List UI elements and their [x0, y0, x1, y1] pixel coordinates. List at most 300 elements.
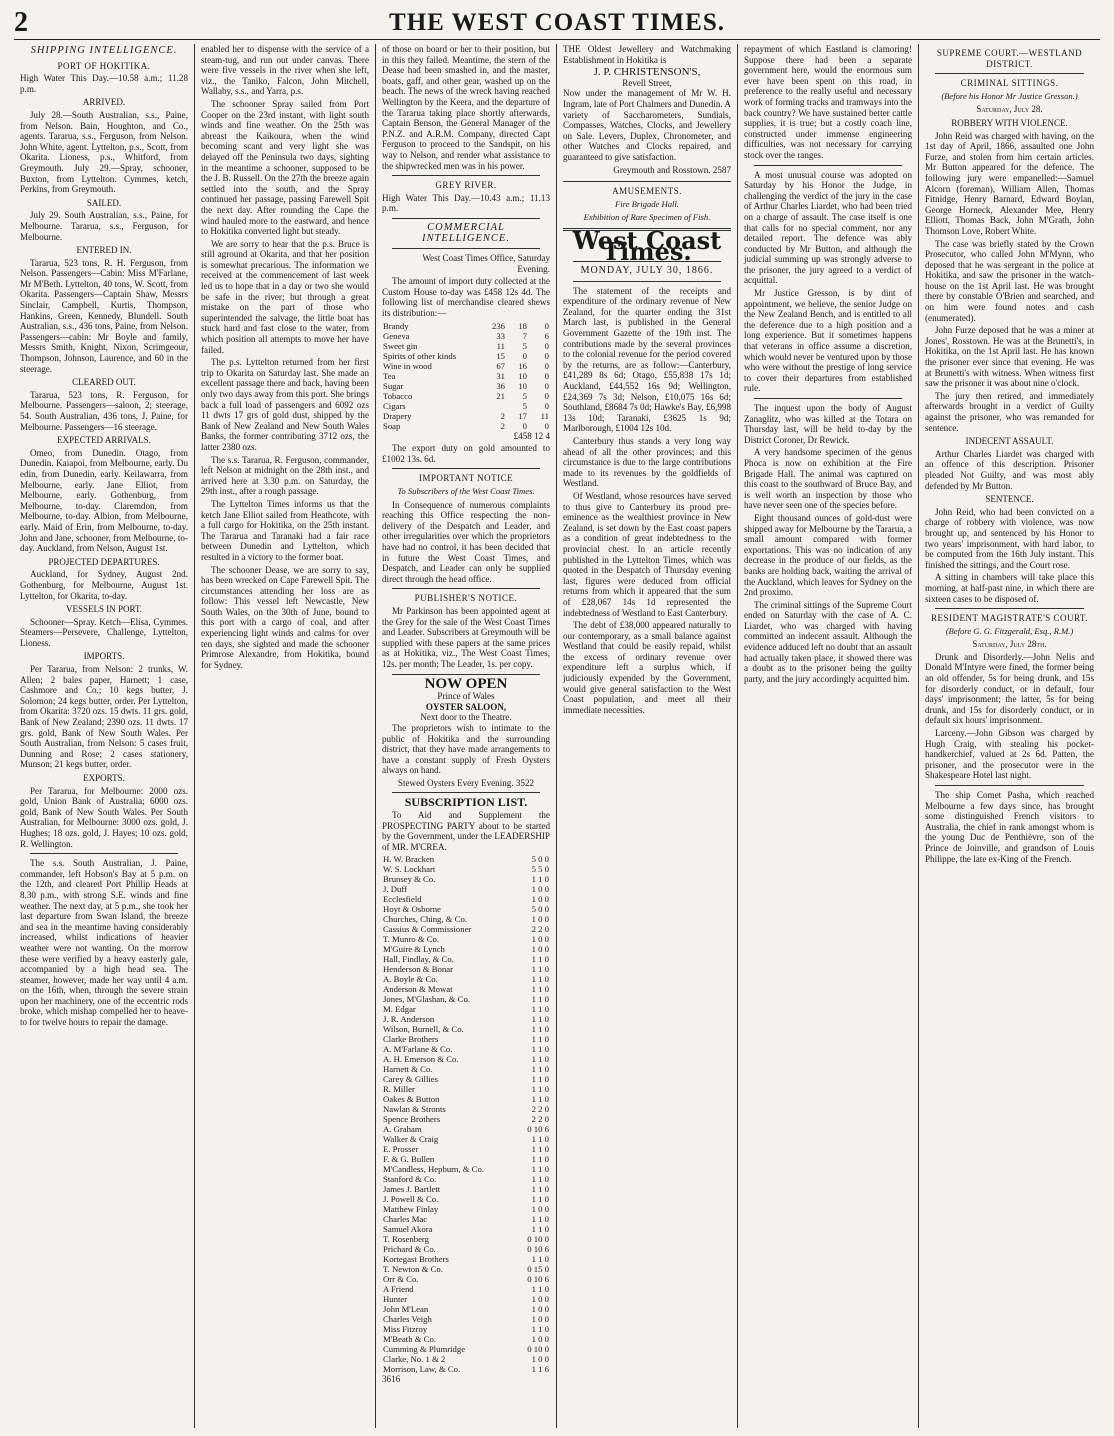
leader-para: repayment of which Eastland is clamoring! Suppose there had been a separate government here, would the enormous sum ever have been spent on this road, in preference to the really useful and necessary work of forming tracks and tramways into the back country? We have sustained better cattle supplies, it is true; but a costly coach line, constructed under immense engineering difficulties, was not necessary for carrying stock over the ranges. — [744, 44, 912, 160]
duty-cell: 11 — [496, 340, 505, 351]
subscription-table — [382, 854, 550, 1374]
expected-text: Omeo, from Dunedin. Otago, from Dunedin. Kaiapoi, from Melbourne, early. Du edin, from Dunedin, early. Keilawarra, from Melbourne, early. Jane Elliot, from Melbourne, early. Gothenburg, from Melbourne, to-day. Claremdon, from Melbourne, to-day. Albion, from Melbourne, early. Maid of Erin, from Melbourne, to-day. John and Jane, schooner, from Melbourne, to-day. Auckland, from Nelson, August 1st. — [20, 447, 188, 554]
duty-cell: Brandy — [383, 320, 409, 331]
divider — [392, 674, 540, 675]
duty-cell: 0 — [522, 420, 527, 431]
subscriber-amount: 1 1 0 — [531, 1034, 549, 1045]
news-para: A very handsome specimen of the genus Phoca is now on exhibition at the Fire Brigade Hall. The animal was captured on this coast to the southward of Bruce Bay, and is well worth an inspection by those who have never seen one of the species before. — [744, 447, 912, 511]
subscriber-amount: 2 2 0 — [531, 1114, 549, 1125]
duty-cell: Tea — [383, 370, 396, 381]
subscriber-amount: 1 0 0 — [531, 1204, 549, 1215]
subscriber-amount: 1 0 0 — [531, 884, 549, 895]
subscriber-name: H. W. Bracken — [383, 854, 435, 865]
subscriber-name: Matthew Finlay — [383, 1204, 439, 1215]
subscriber-name: Brunsey & Co. — [383, 874, 436, 885]
subscriber-name: M'Candless, Hepburn, & Co. — [383, 1164, 484, 1175]
subscriber-row — [382, 884, 550, 894]
subscriber-amount: 1 1 0 — [531, 1044, 549, 1055]
court-heading: SUPREME COURT.—WESTLAND DISTRICT. — [936, 48, 1083, 69]
divider — [392, 792, 540, 793]
subscriber-row — [382, 854, 550, 864]
subscriber-row — [382, 1084, 550, 1094]
duty-cell: Geneva — [383, 330, 410, 341]
subscriber-amount: 0 10 6 — [527, 1244, 549, 1255]
column-2 — [195, 44, 376, 1428]
duty-cell: 2 — [500, 410, 505, 421]
subscriber-amount: 1 1 0 — [531, 1144, 549, 1155]
subscriber-amount: 1 0 0 — [531, 1354, 549, 1365]
duty-cell: 10 — [518, 380, 527, 391]
subscriber-row — [382, 1294, 550, 1304]
subscriber-name: M. Edgar — [383, 1004, 416, 1015]
news-para: The ship Comet Pasha, which reached Melbourne a few days since, has brought some distinguished French visitors to Australia, the chief in rank amongst whom is the young Duc de Penthièvre, son of the Prince de Joinville, and grandson of Louis Philippe, the late ex-King of the French. — [925, 790, 1094, 864]
column-1 — [14, 44, 195, 1428]
amusement-venue: Fire Brigade Hall. — [615, 198, 679, 209]
subscriber-name: Harnett & Co. — [383, 1064, 433, 1075]
subscriber-amount: 0 10 6 — [527, 1274, 549, 1285]
subscriber-amount: 1 1 0 — [531, 994, 549, 1005]
subscriber-name: Cumming & Plumridge — [383, 1344, 466, 1355]
duty-cell: Wine in wood — [383, 360, 432, 371]
publisher-heading: PUBLISHER'S NOTICE. — [414, 593, 518, 604]
subscriber-row — [382, 1014, 550, 1024]
cleared-heading: CLEARED OUT. — [72, 377, 136, 388]
stewed-oysters: Stewed Oysters Every Evening. 3522 — [397, 777, 535, 788]
subscriber-name: Cassius & Commissioner — [383, 924, 472, 935]
duty-cell: 0 — [544, 390, 549, 401]
subscriber-amount: 0 15 0 — [527, 1264, 549, 1275]
jeweller-footer: Greymouth and Rosstown. 2587 — [613, 164, 731, 175]
divider — [30, 853, 178, 854]
duty-cell: 0 — [544, 420, 549, 431]
shipping-heading: SHIPPING INTELLIGENCE. — [30, 45, 178, 56]
dateline: MONDAY, JULY 30, 1866. — [580, 265, 714, 277]
subscriber-name: Henderson & Bonar — [383, 964, 453, 975]
subscriber-amount: 1 1 0 — [531, 1084, 549, 1095]
subscriber-amount: 1 1 0 — [531, 874, 549, 885]
duty-cell — [484, 401, 506, 411]
subscriber-amount: 1 0 0 — [531, 1334, 549, 1345]
subscriber-name: Jones, M'Glashan, & Co. — [383, 994, 470, 1005]
subscriber-amount: 1 1 0 — [531, 1164, 549, 1175]
subscriber-name: A. H. Emerson & Co. — [383, 1054, 459, 1065]
masthead — [14, 6, 1100, 40]
rm-before: (Before G. G. Fitzgerald, Esq., R.M.) — [945, 625, 1074, 636]
indecent-heading: INDECENT ASSAULT. — [965, 436, 1054, 447]
subscriber-name: Wilson, Burnell, & Co. — [383, 1024, 464, 1035]
robbery-heading: ROBBERY WITH VIOLENCE. — [951, 117, 1068, 128]
subscriber-row — [382, 1274, 550, 1284]
oyster-saloon: OYSTER SALOON, — [425, 701, 507, 712]
shipping-para: The s.s. Tararua, R. Ferguson, commander, left Nelson at midnight on the 28th inst., and arrived here at 3.30 p.m. on Saturday, the 29th inst., after a rough passage. — [201, 454, 369, 497]
subscriber-row — [382, 1234, 550, 1244]
amusement-item: Exhibition of Rare Specimen of Fish. — [583, 212, 711, 223]
subscriber-row — [382, 1174, 550, 1184]
subscriber-row — [382, 1264, 550, 1274]
duty-cell: 15 — [496, 350, 505, 361]
duty-cell: 0 — [544, 360, 549, 371]
arrived-heading: ARRIVED. — [82, 97, 126, 108]
subscriber-row — [382, 934, 550, 944]
subscriber-amount: 1 1 6 — [531, 1364, 549, 1375]
divider — [754, 165, 902, 166]
subscriber-amount: 1 1 0 — [531, 1024, 549, 1035]
shipping-para: The Lyttelton Times informs us that the ketch Jane Elliot sailed from Heathcote, with a full cargo for Hokitika, on the 25th instant. The Tararua and Taranaki had a fair race between Dunedin and Lyttelton, which resulted in a victory to the former boat. — [201, 498, 369, 562]
shipping-para: of those on board or her to their position, but in this they failed. Meantime, the stern of the Dease had been smashed in, and the master, boats, gaff, and other gear, washed up on the beach. The news of the wreck having reached Wellington by the Keera, and the departure of the Tararua taking place shortly afterwards, Captain Benson, the General Manager of the P.N.Z. and A.R.M. Company, directed Capt Ferguson to proceed to the Sandspit, on his way to Nelson, and render what assistance to the shipwrecked men was in his power. — [382, 44, 550, 171]
jeweller-address: Revell Street, — [622, 77, 672, 88]
duty-cell: 10 — [518, 370, 527, 381]
high-water: High Water This Day.—10.58 a.m.; 11.28 p.m. — [20, 73, 188, 94]
subscriber-name: T. Rosenberg — [383, 1234, 430, 1245]
court-para: A sitting in chambers will take place this morning, at half-past nine, in which there are sixteen cases to be disposed of. — [925, 572, 1094, 604]
page-columns — [14, 44, 1100, 1428]
subscriber-row — [382, 1134, 550, 1144]
subscriber-amount: 1 1 0 — [531, 1224, 549, 1235]
newspaper-title: THE WEST COAST TIMES. — [389, 8, 725, 36]
duty-cell: 67 — [496, 360, 505, 371]
duty-cell: 17 — [518, 410, 527, 421]
duty-cell: 31 — [496, 370, 505, 381]
subscriber-amount: 1 1 0 — [531, 1194, 549, 1205]
duty-row — [382, 341, 550, 351]
subscriber-name: Churches, Ching, & Co. — [383, 914, 467, 925]
entered-text: Tararua, 523 tons, R. H. Ferguson, from Nelson. Passengers—Cabin: Miss M'Farlane, Mr M'Beth. Lyttelton, 40 tons, W. Scott, from Okarita. Passengers—Captain Shaw, Messrs Sinclair, Campbell, Kurtis, Thompson, Hankins, Green, Kennedy, Blundell. South Australian, s.s., 436 tons, Paine, from Nelson. Passengers—cabin: Mr Boyle and family, Messrs Smith, Knight, Nixon, Scrimgeour, Thompson, Johnson, Laurence, and 60 in the steerage. — [20, 257, 188, 374]
subscriber-amount: 1 1 0 — [531, 1054, 549, 1065]
duty-cell: 0 — [544, 370, 549, 381]
subscriber-name: E. Prosser — [383, 1144, 419, 1155]
subscription-heading: SUBSCRIPTION LIST. — [404, 795, 528, 810]
subscriber-amount: 1 1 0 — [531, 1214, 549, 1225]
subscriber-row — [382, 1144, 550, 1154]
news-para: Mr Justice Gresson, is by dint of appointment, we believe, the senior Judge on the New Zealand Bench, and is entitled to all the deference due to a high position and a long experience. But it sometimes happens that veterans in office assume a discretion, which would never be ventured upon by those who were without the prestige of long service to cover their departures from established rule. — [744, 288, 912, 394]
jeweller-intro: THE Oldest Jewellery and Watchmaking Establishment in Hokitika is — [563, 44, 731, 65]
subscriber-amount: 2 2 0 — [531, 1104, 549, 1115]
criminal-heading: CRIMINAL SITTINGS. — [960, 78, 1059, 89]
column-4 — [557, 44, 738, 1428]
duty-cell: 7 — [522, 330, 527, 341]
court-para: Larceny.—John Gibson was charged by Hugh Craig, with stealing his pocket-handkerchief, valued at 2s 6d. Patten, the prisoner, and the prosecutor were in the Shakespeare Hotel last night. — [925, 728, 1094, 781]
exports-heading: EXPORTS. — [83, 773, 125, 783]
duty-cell: 236 — [491, 320, 505, 331]
subscriber-name: Prichard & Co. — [383, 1244, 436, 1255]
subscriber-name: J. R. Anderson — [383, 1014, 435, 1025]
subscriber-name: Clarke, No. 1 & 2 — [383, 1354, 446, 1365]
subscriber-row — [382, 1334, 550, 1344]
duty-total: £458 12 4 — [513, 430, 550, 441]
duty-row — [382, 331, 550, 341]
jeweller-advert — [563, 44, 731, 182]
subscriber-row — [382, 1094, 550, 1104]
subscriber-row — [382, 1074, 550, 1084]
duty-row — [382, 321, 550, 331]
subscriber-row — [382, 1194, 550, 1204]
subscriber-amount: 1 1 0 — [531, 1324, 549, 1335]
subscriber-row — [382, 1164, 550, 1174]
subscriber-row — [382, 1114, 550, 1124]
subscriber-name: Charles Mac — [383, 1214, 428, 1225]
column-5 — [738, 44, 919, 1428]
duty-cell: Cigars — [383, 400, 406, 411]
projected-text: Auckland, for Sydney, August 2nd. Gothenburg, for Melbourne, August 1st. Lyttelton, for Okarita, to-day. — [20, 569, 188, 601]
divider — [754, 398, 902, 399]
amusements-heading: AMUSEMENTS. — [612, 186, 682, 197]
imports-text: Per Tararua, from Nelson: 2 trunks, W. Allen; 2 bales paper, Harnett; 1 case, Cashmore and Co.; 10 kegs butter, J. Solomon; 24 kegs butter, order. Per Lyttelton, from Okarita: 3720 ozs. 15 dwts. 11 grs. gold, Bank of New Zealand; 2390 ozs. 11 dwts. 17 grs. gold, Bank of New South Wales. Per South Australian, from Nelson: 5 cases fruit, Dunning and Rose; 2 cases stationery, Munson; 21 kegs butter, order. — [20, 664, 188, 770]
prince-of-wales: Prince of Wales — [437, 691, 495, 702]
jeweller-body: Now under the management of Mr W. H. Ingram, late of Port Chalmers and Dunedin. A variety of Saccharometers, Sundials, Compasses, Watches, Clocks, and Jewellery on Sale. Levers, Duplex, Chronometer, and other Watches and Clocks repaired, and guaranteed to give satisfaction. — [563, 88, 731, 162]
subscriber-amount: 1 1 0 — [531, 1284, 549, 1295]
subscriber-amount: 1 1 0 — [531, 1094, 549, 1105]
subscriber-name: M'Beath & Co. — [383, 1334, 436, 1345]
subscriber-amount: 1 0 0 — [531, 894, 549, 905]
ad-number: 3616 — [382, 1374, 401, 1385]
shipping-para: The p.s. Lyttelton returned from her first trip to Okarita on Saturday last. She made an excellent passage there and back, having been only two days away from this port. She brings back a full load of passengers and 6092 ozs 11 dwts 17 grs of gold dust, shipped by the Bank of New Zealand and New South Wales Banks, the former contributing 3712 ozs, the latter 2380 ozs. — [201, 357, 369, 452]
gold-duty: The export duty on gold amounted to £1002 13s. 6d. — [382, 443, 550, 464]
subscriber-amount: 1 1 0 — [531, 1184, 549, 1195]
subscriber-row — [382, 874, 550, 884]
court-para: The case was briefly stated by the Crown Prosecutor, who called John M'Mynn, who deposed that he was sergeant in the police at Hokitika, and saw the prisoner in the watch-house on the 1st April last. He was brought there by constable O'Brien and searched, and on him were found notes and cash (enumerated). — [925, 238, 1094, 323]
news-para: Eight thousand ounces of gold-dust were shipped away for Melbourne by the Tararua, a small amount compared with former exportations. This was no indication of any decrease in the produce of our fields, as the banks are holding back, waiting the arrival of the Auckland, which leaves for Sydney on the 2nd proximo. — [744, 512, 912, 598]
subscriber-name: W. S. Lockhart — [383, 864, 436, 875]
subscriber-amount: 1 1 0 — [531, 964, 549, 975]
subscriber-amount: 5 0 0 — [531, 854, 549, 865]
subscriber-amount: 1 0 0 — [531, 914, 549, 925]
duty-row — [382, 351, 550, 361]
notice-text: In Consequence of numerous complaints reaching this Office respecting the non-delivery of the Despatch and Leader, and other irregularities over which the proprietors have had no control, it has been decided that in future the West Coast Times, and Despatch, and Leader can only be supplied direct through the head office. — [382, 499, 550, 584]
court-before: (Before his Honor Mr Justice Gresson.) — [941, 90, 1078, 101]
arrived-text: July 28.—South Australian, s.s., Paine, from Nelson. Bain, Houghton, and Co., agents. Tararua, s.s., Ferguson, from Nelson. John White, agent. Lyttelton, p.s., Scott, from Okarita. Lioness, p.s., Whitford, from Greymouth. July 29.—Spray, schooner, Buxton, from Lyttelton. Cymmes, ketch, Perkins, from Greymouth. — [20, 109, 188, 195]
subscriber-name: A. M'Farlane & Co. — [383, 1044, 453, 1055]
subscriber-row — [382, 1124, 550, 1134]
duty-cell: 2 — [500, 420, 505, 431]
subscriber-amount: 0 10 0 — [527, 1344, 549, 1355]
subscriber-amount: 0 10 0 — [527, 1234, 549, 1245]
duty-row — [382, 411, 550, 421]
subscriber-row — [382, 1304, 550, 1314]
subscriber-name: Anderson & Mowat — [383, 984, 453, 995]
leader-para: The debt of £38,000 appeared naturally to our contemporary, as a small balance against Westland that could be easily repaid, whilst the excess of ordinary revenue over expenditure left a surplus which, if judiciously expended by the Government, would give general satisfaction to the West Coast population, and meet all their immediate necessities. — [563, 620, 731, 715]
subscriber-amount: 1 0 0 — [531, 944, 549, 955]
divider — [392, 218, 540, 219]
subscriber-row — [382, 1184, 550, 1194]
subscriber-name: Carey & Gillies — [383, 1074, 439, 1085]
grey-high-water: High Water This Day.—10.43 a.m.; 11.13 p.m. — [382, 192, 550, 214]
subscriber-name: Oakes & Button — [383, 1094, 440, 1105]
duty-row — [382, 421, 550, 431]
voyage-report: The s.s. South Australian, J. Paine, commander, left Hobson's Bay at 5 p.m. on the 12th, and cleared Port Phillip Heads at 8.30 p.m., with strong S.E. winds and fine weather. The next day, at 5 p.m., she took her last departure from Swan Island, the breeze and sea in the meantime having considerably increased, whilst indications of heavier weather were not wanting. On the morrow these were verified by a heavy easterly gale, accompanied by a high head sea. The steamer, however, made her way until 4 a.m. on the 16th, when, through the severe strain upon her machinery, one of the eccentric rods broke, which mishap compelled her to heave-to for twelve hours to repair the damage. — [20, 858, 188, 1028]
subscriber-row — [382, 1224, 550, 1234]
subscriber-name: T. Newton & Co. — [383, 1264, 443, 1275]
subscriber-name: Hall, Findlay, & Co. — [383, 954, 454, 965]
subscriber-name: Hunter — [383, 1294, 408, 1305]
court-para: John Furze deposed that he was a miner at Jones', Rosstown. He was at the Brunetti's, in Hokitika, on the 1st April last. He has known the prisoner ever since that evening. He was at Brunetti's with witness. When witness first saw the prisoner it was about nine o'clock. — [925, 325, 1094, 389]
subscriber-row — [382, 1364, 550, 1374]
publisher-text: Mr Parkinson has been appointed agent at the Grey for the sale of the West Coast Times and Leader. Subscribers at Greymouth will be supplied with these papers at the same prices as at Hokitika, viz., The West Coast Times, 12s. per month; The Leader, 1s. per copy. — [382, 605, 550, 669]
subscriber-amount: 0 10 6 — [527, 1124, 549, 1135]
duty-cell: 36 — [496, 380, 505, 391]
subscriber-name: A. Boyle & Co. — [383, 974, 438, 985]
divider — [392, 468, 540, 469]
subscriber-row — [382, 904, 550, 914]
leader-para: Canterbury thus stands a very long way ahead of all the other provinces; and this circumstance is due to the large contributions made to its revenues by the goldfields of Westland. — [563, 436, 731, 489]
imports-heading: IMPORTS. — [83, 651, 125, 662]
port-heading: PORT OF HOKITIKA. — [57, 60, 151, 71]
subscriber-amount: 1 1 0 — [531, 1154, 549, 1165]
subscriber-amount: 1 1 0 — [531, 1064, 549, 1075]
sailed-text: July 29. South Australian, s.s., Paine, for Melbourne. Tararua, s.s., Ferguson, for Melbourne. — [20, 210, 188, 242]
subscriber-amount: 1 0 0 — [531, 934, 549, 945]
subscriber-amount: 5 0 0 — [531, 904, 549, 915]
commercial-para: The amount of import duty collected at the Custom House to-day was £458 12s 4d. The following list of merchandise cleared shews its distribution:— — [382, 276, 550, 319]
notice-heading: IMPORTANT NOTICE — [418, 473, 514, 484]
duty-cell: 11 — [540, 410, 549, 421]
subscriber-row — [382, 1004, 550, 1014]
duty-cell: 5 — [522, 340, 527, 351]
divider — [935, 785, 1084, 786]
subscriber-row — [382, 924, 550, 934]
court-para: John Reid was charged with having, on the 1st day of April, 1866, assaulted one John Furze, and stolen from him certain articles. Mr Button appeared for the defence. The following jury were empanelled:—Samuel Alcorn (foreman), William Allen, Thomas Fitnidge, Henry Barnard, Edward Boylan, George Horneck, Alexander Mee, Henry Elliott, Thomas Back, John M'Grath, John Thomson Love, Robert White. — [925, 130, 1094, 236]
subscriber-amount: 1 0 0 — [531, 1294, 549, 1305]
subscriber-name: R. Miller — [383, 1084, 415, 1095]
subscriber-name: James J. Bartlett — [383, 1184, 441, 1195]
subscriber-row — [382, 1314, 550, 1324]
sailed-heading: SAILED. — [86, 197, 122, 208]
shipping-para: We are sorry to hear that the p.s. Bruce is still aground at Okarita, and that her position is somewhat precarious. The information we received at the commencement of last week led us to hope that in a day or two she would be safe in the river; but through a great mistake on the part of those who superintended the salvage, the little boat has stuck hard and fast close to the water, from which position all attempts to move her have failed. — [201, 238, 369, 355]
subscriber-name: Miss Fitzroy — [383, 1324, 428, 1335]
duty-row — [382, 371, 550, 381]
subscriber-amount: 1 1 0 — [531, 1174, 549, 1185]
subscriber-row — [382, 1064, 550, 1074]
subscriber-row — [382, 1344, 550, 1354]
subscriber-amount: 1 0 0 — [531, 1304, 549, 1315]
duty-row — [382, 391, 550, 401]
subscriber-name: Orr & Co. — [383, 1274, 419, 1285]
duty-cell: 5 — [522, 390, 527, 401]
subscriber-row — [382, 914, 550, 924]
duty-cell: Soap — [383, 420, 401, 431]
subscriber-amount: 2 2 0 — [531, 924, 549, 935]
subscriber-amount: 1 1 0 — [531, 984, 549, 995]
subscriber-row — [382, 1024, 550, 1034]
jeweller-name: J. P. CHRISTENSON'S, — [593, 66, 701, 79]
court-para: John Reid, who had been convicted on a charge of robbery with violence, was now brought up, and sentenced by his Honor to two years' imprisonment, with hard labor, to be computed from the 16th July instant. This finished the sittings, and the Court rose. — [925, 506, 1094, 570]
projected-heading: PROJECTED DEPARTURES. — [48, 556, 160, 567]
cleared-text: Tararua, 523 tons, R. Ferguson, for Melbourne. Passengers—saloon, 2; steerage, 54. South Australian, 436 tons, J. Paine, for Melbourne. Passengers—16 steerage. — [20, 389, 188, 432]
subscriber-amount: 1 1 0 — [531, 974, 549, 985]
duty-cell: 6 — [544, 330, 549, 341]
grey-river-heading: GREY RIVER. — [435, 180, 497, 191]
subscriber-row — [382, 974, 550, 984]
subscriber-amount: 1 1 0 — [531, 1254, 549, 1265]
subscriber-row — [382, 1104, 550, 1114]
duty-cell: Sweet gin — [383, 340, 418, 351]
office-line: West Coast Times Office, Saturday Evening. — [422, 253, 550, 274]
subscriber-name: Hoyt & Osborne — [383, 904, 441, 915]
court-para: Drunk and Disorderly.—John Nelis and Donald M'Intyre were fined, the former being an old offender, 5s for being drunk, and 15s for disorderly conduct, or in default, four days' imprisonment; the latter, 5s for being drunk, and 15s for disorderly conduct, or in default six hours' imprisonment. — [925, 651, 1094, 726]
divider — [392, 588, 540, 589]
subscriber-name: Spence Brothers — [383, 1114, 441, 1125]
subscriber-name: Ecclesfield — [383, 894, 422, 905]
duty-cell: 33 — [496, 330, 505, 341]
leader-para: Of Westland, whose resources have served to thus give to Canterbury its proud pre-eminence as the wealthiest province in New Zealand, is set down by the East coast papers as a condition of great indebtedness to the provincial chest. In an article recently published in the Lyttelton Times, which was quoted in the Despatch of Thursday evening last, figures were deduced from official returns from which it appeared that the sum of £28,067 14s 1d represented the indebtedness of Westland to East Canterbury. — [563, 490, 731, 618]
duty-cell: Drapery — [383, 410, 412, 421]
subscriber-amount: 1 1 0 — [531, 1074, 549, 1085]
subscriber-amount: 5 5 0 — [531, 864, 549, 875]
duty-cell: 21 — [496, 390, 505, 401]
duty-cell: 0 — [544, 320, 549, 331]
subscriber-amount: 1 1 0 — [531, 954, 549, 965]
rm-date: Saturday, July 28th. — [972, 639, 1047, 650]
subscriber-name: Morrison, Law, & Co. — [383, 1364, 461, 1375]
subscriber-row — [382, 1204, 550, 1214]
column-6 — [919, 44, 1100, 1428]
subscriber-name: Kortegast Brothers — [383, 1254, 449, 1265]
subscriber-name: Samuel Akora — [383, 1224, 433, 1235]
subscriber-name: Charles Veigh — [383, 1314, 432, 1325]
duty-cell: 5 — [522, 400, 527, 411]
subscriber-row — [382, 954, 550, 964]
subscriber-row — [382, 1324, 550, 1334]
next-door: Next door to the Theatre. — [420, 712, 512, 723]
sentence-heading: SENTENCE. — [985, 494, 1034, 505]
duty-row — [382, 361, 550, 371]
subscriber-row — [382, 1214, 550, 1224]
expected-heading: EXPECTED ARRIVALS. — [57, 435, 151, 446]
duty-row — [382, 401, 550, 411]
duty-cell: 0 — [544, 400, 549, 411]
duty-cell: Tobacco — [383, 390, 413, 401]
column-3 — [376, 44, 557, 1428]
subscriber-name: Stanford & Co. — [383, 1174, 437, 1185]
shipping-para: enabled her to dispense with the service of a steam-tug, and run out under canvas. There were five vessels in the river when she left, viz., the Taniko, Falcon, John Mitchell, Wallaby, s.s., and Yarra, p.s. — [201, 44, 369, 97]
divider — [392, 175, 540, 176]
rm-heading: RESIDENT MAGISTRATE'S COURT. — [930, 613, 1088, 624]
subscriber-amount: 1 1 0 — [531, 1014, 549, 1025]
divider — [573, 281, 721, 282]
court-para: Arthur Charles Liardet was charged with an offence of this description. Prisoner pleaded Not Guilty, and was most ably defended by Mr Button. — [925, 448, 1094, 491]
shipping-para: The schooner Dease, we are sorry to say, has been wrecked on Cape Farewell Spit. The circumstances attending her loss are as follow: This vessel left Newcastle, New South Wales, on the 30th of June, bound to this port with a cargo of coal, and after experiencing light winds and calms for over ten days, she sighted and made the schooner Primrose Alexandre, from Hokitika, bound for Sydney. — [201, 564, 369, 670]
subscriber-row — [382, 1044, 550, 1054]
duty-cell: 0 — [522, 350, 527, 361]
leader-para: The statement of the receipts and expenditure of the ordinary revenue of New Zealand, for the quarter ending the 31st March last, is published in the General Government Gazette of the 19th inst. The contributions made by the several provinces to the colonial revenue for the period covered by the returns, are as follow:—Canterbury, £41,289 8s 6d; Otago, £55,838 17s 1d; Auckland, £44,552 16s 9d; Wellington, £24,369 7s 3d; Nelson, £10,075 16s 6d; Southland, £8684 7s 0d; Hawke's Bay, £6,998 13s 10d; Taranaki, £3625 1s 9d; Marlborough, £1004 12s 10d. — [563, 285, 731, 434]
divider — [935, 73, 1084, 74]
shipping-para: The schooner Spray sailed from Port Cooper on the 23rd instant, with light south winds and fine weather. On the 25th was abreast the Kaikoura, when the wind becoming scant and very light she was delayed off the Peninsula two days, sighting in the meantime a schooner, supposed to be the J. B. Russell. On the 27th the breeze again settled into the south, and the Spray continued her passage, passing Farewell Spit the next day. After rounding the Cape the wind hauled more to the eastward, and hence to Hokitika converted light but steady. — [201, 98, 369, 237]
exports-text: Per Tararua, for Melbourne: 2000 ozs. gold, Union Bank of Australia; 6000 ozs. gold, Bank of New South Wales. Per South Australian, for Melbourne: 3000 ozs. gold, J. Hughes; 18 ozs. gold, J. Hayes; 10 ozs. gold, R. Wellington. — [20, 785, 188, 849]
duty-cell: 0 — [544, 380, 549, 391]
divider — [392, 248, 540, 249]
subscriber-name: J. Duff — [383, 884, 407, 895]
subscriber-row — [382, 1284, 550, 1294]
subscriber-name: F. & G. Bullen — [383, 1154, 435, 1165]
notice-subheading: To Subscribers of the West Coast Times. — [397, 486, 535, 497]
subscriber-name: M'Guire & Lynch — [383, 944, 445, 955]
duty-cell: 0 — [544, 340, 549, 351]
court-para: The jury then retired, and immediately afterwards brought in a verdict of Guilty against the prisoner, who was remanded for sentence. — [925, 390, 1094, 433]
now-open: NOW OPEN — [424, 675, 508, 692]
news-para: A most unusual course was adopted on Saturday by his Honor the Judge, in challenging the verdict of the jury in the case of Arthur Charles Liardet, who had been tried on a charge of assault. The case itself is one that calls for no special comment, nor any detailed report. The defence was ably conducted by Mr Button, and although the judicial summing up was strongly adverse to the prisoner, the jury agreed to a verdict of acquittal. — [744, 169, 912, 286]
subscriber-row — [382, 1254, 550, 1264]
court-date: Saturday, July 28. — [976, 104, 1043, 115]
duty-cell: Spirits of other kinds — [383, 350, 457, 361]
subscriber-name: J. Powell & Co. — [383, 1194, 439, 1205]
duty-cell: 16 — [518, 360, 527, 371]
vessels-text: Schooner—Spray. Ketch—Elisa, Cymmes. Steamers—Persevere, Challenge, Lyttelton, Lioness. — [20, 616, 188, 648]
subscriber-row — [382, 994, 550, 1004]
subscriber-row — [382, 1354, 550, 1364]
subscription-intro: To Aid and Supplement the PROSPECTING PARTY about to be started by the Government, under the LEADERSHIP of MR. M'CREA. — [382, 810, 550, 852]
vessels-heading: VESSELS IN PORT. — [65, 604, 143, 615]
divider — [935, 608, 1084, 609]
subscriber-name: Clarke Brothers — [383, 1034, 439, 1045]
